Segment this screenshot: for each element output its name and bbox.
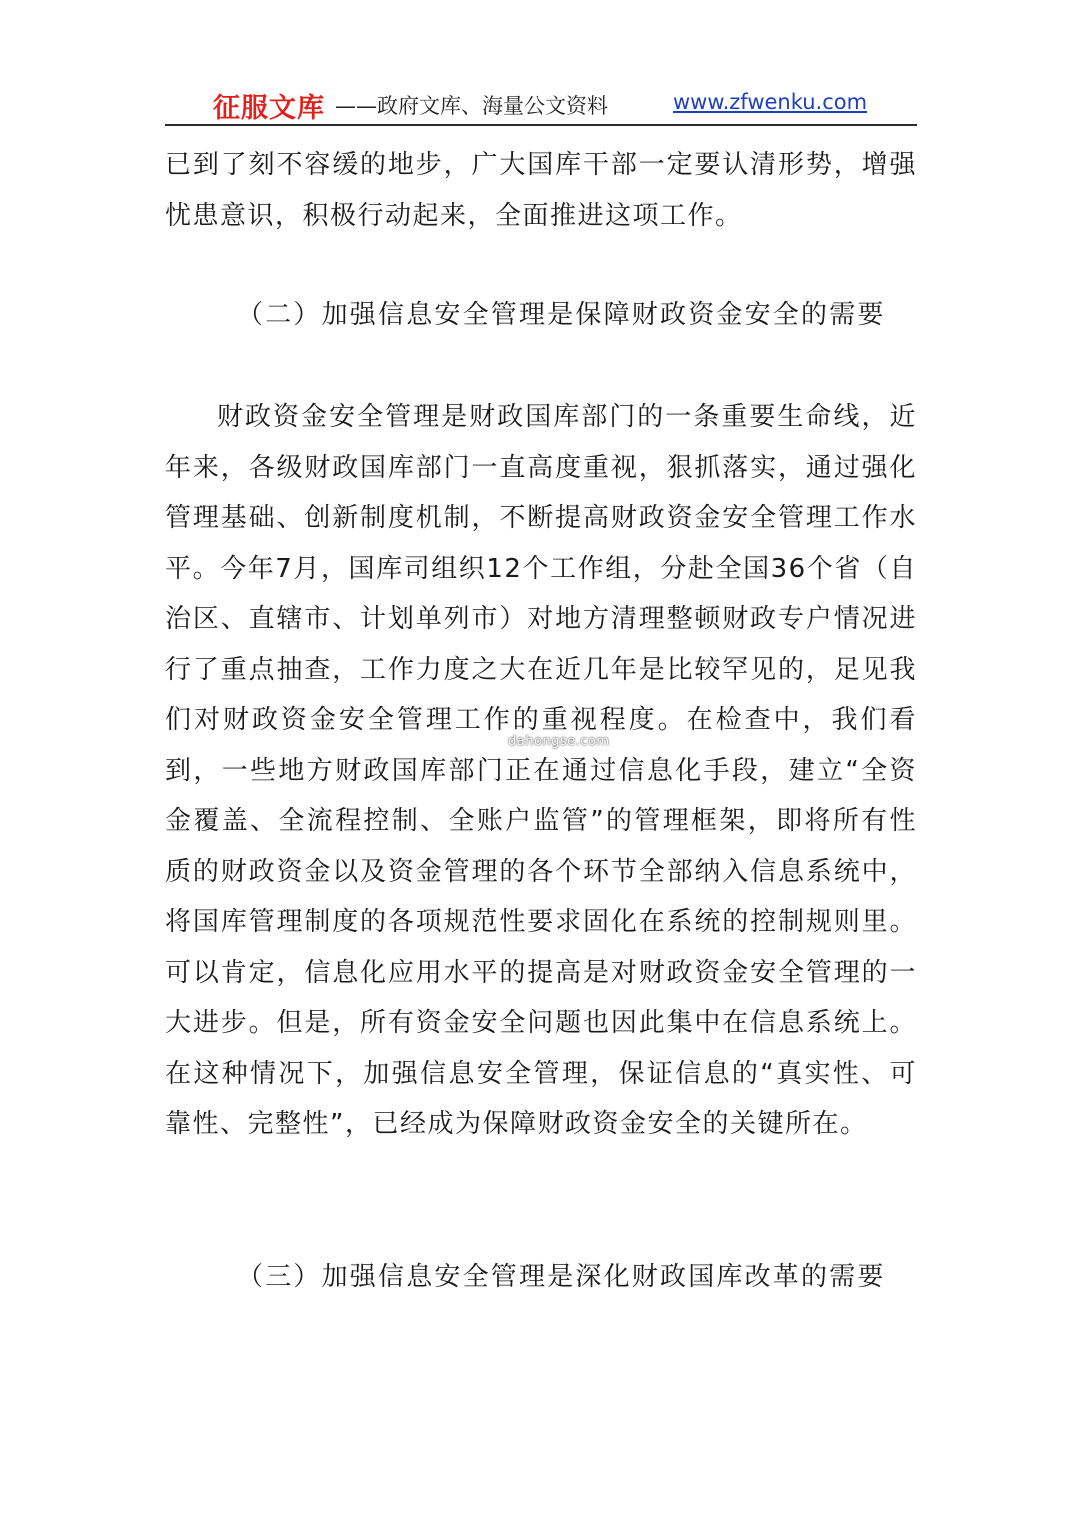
section-heading-3: （三）加强信息安全管理是深化财政国库改革的需要: [237, 1262, 886, 1292]
page-header: [165, 84, 917, 126]
paragraph-continuation: 已到了刻不容缓的地步，广大国库干部一定要认清形势，增强忧患意识，积极行动起来，全面推进这项工作。: [165, 150, 917, 231]
header-tagline: ——政府文库、海量公文资料: [335, 94, 608, 118]
section-heading-2: （二）加强信息安全管理是保障财政资金安全的需要: [237, 300, 886, 330]
site-link[interactable]: www.zfwenku.com: [673, 90, 868, 114]
brand-logo: 征服文库: [213, 93, 325, 124]
watermark: dahongse.com: [508, 734, 610, 749]
paragraph-main: 财政资金安全管理是财政国库部门的一条重要生命线，近年来，各级财政国库部门一直高度重视，狠抓落实，通过强化管理基础、创新制度机制，不断提高财政资金安全管理工作水平。今年7月，国库司组织12个工作组，分赴全国36个省（自治区、直辖市、计划单列市）对地方清理整顿财政专户情况进行了重点抽查，工作力度之大在近几年是比较罕见的，足见我们对财政资金安全管理工作的重视程度。在检查中，我们看到，一些地方财政国库部门正在通过信息化手段，建立“全资金覆盖、全流程控制、全账户监管”的管理框架，即将所有性质的财政资金以及资金管理的各个环节全部纳入信息系统中，将国库管理制度的各项规范性要求固化在系统的控制规则里。可以肯定，信息化应用水平的提高是对财政资金安全管理的一大进步。但是，所有资金安全问题也因此集中在信息系统上。在这种情况下，加强信息安全管理，保证信息的“真实性、可靠性、完整性”，已经成为保障财政资金安全的关键所在。: [165, 402, 917, 1139]
